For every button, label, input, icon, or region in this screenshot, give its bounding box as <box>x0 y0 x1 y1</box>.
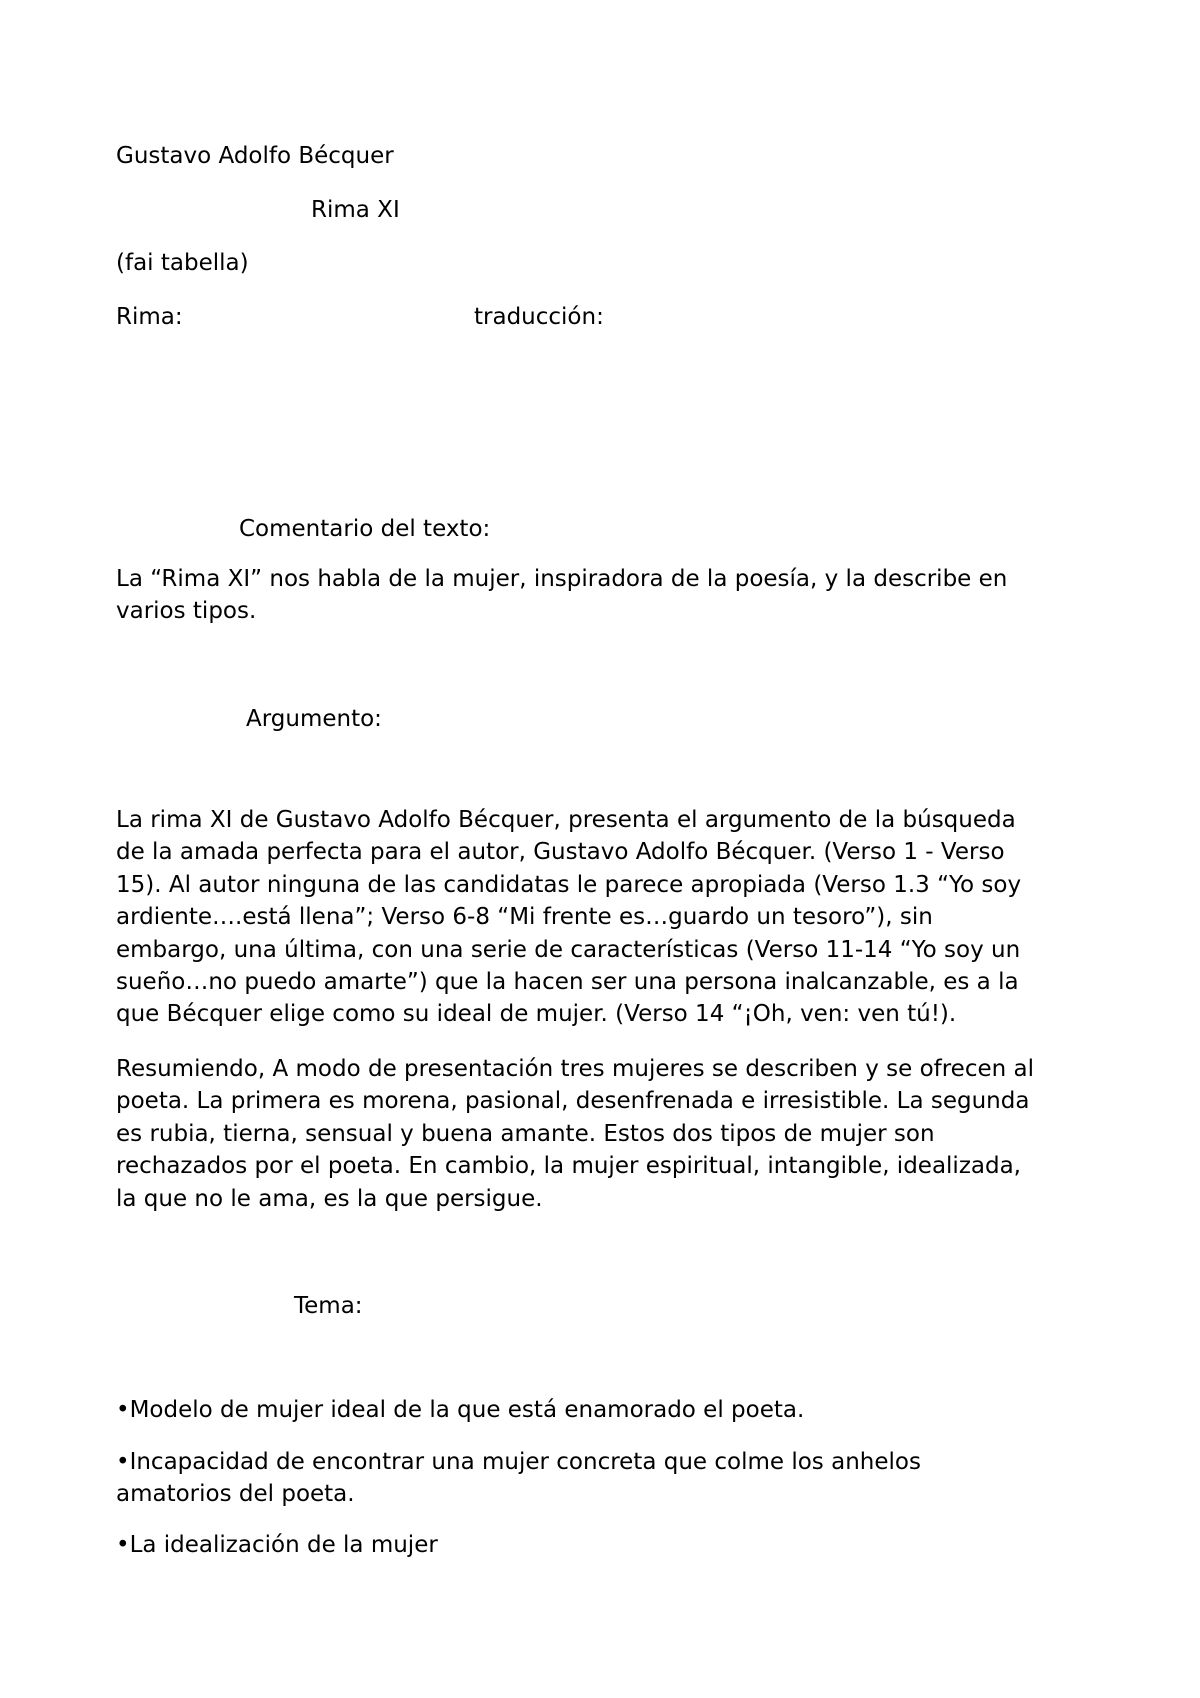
resumiendo-line: es rubia, tierna, sensual y buena amante. Estos dos tipos de mujer son <box>116 1120 935 1147</box>
resumiendo-paragraph <box>116 1053 1101 1215</box>
resumiendo-line: Resumiendo, A modo de presentación tres mujeres se describen y se ofrecen al <box>116 1056 1035 1082</box>
argumento-line: ardiente….está llena”; Verso 6-8 “Mi frente es…guardo un tesoro”), sin <box>116 904 933 931</box>
comentario-paragraph <box>116 563 1101 628</box>
author-name: Gustavo Adolfo Bécquer <box>116 143 394 169</box>
comentario-line: varios tipos. <box>116 598 257 625</box>
note-text: (fai tabella) <box>116 250 249 276</box>
comentario-heading: Comentario del texto: <box>239 516 491 542</box>
tema-bullet-3 <box>116 1529 1101 1561</box>
resumiendo-line: rechazados por el poeta. En cambio, la mujer espiritual, intangible, idealizada, <box>116 1153 1021 1180</box>
argumento-line: La rima XI de Gustavo Adolfo Bécquer, presenta el argumento de la búsqueda <box>116 807 1016 833</box>
tema-bullet-line: •Modelo de mujer ideal de la que está enamorado el poeta. <box>116 1397 805 1423</box>
traduccion-column-label: traducción: <box>474 304 604 330</box>
argumento-line: 15). Al autor ninguna de las candidatas le parece apropiada (Verso 1.3 “Yo soy <box>116 871 1022 898</box>
argumento-line: de la amada perfecta para el autor, Gustavo Adolfo Bécquer. (Verso 1 - Verso <box>116 839 1005 866</box>
tema-bullet-1 <box>116 1394 1101 1426</box>
comentario-line: La “Rima XI” nos habla de la mujer, inspiradora de la poesía, y la describe en <box>116 566 1008 592</box>
argumento-paragraph <box>116 804 1101 1031</box>
tema-heading: Tema: <box>294 1293 363 1319</box>
resumiendo-line: poeta. La primera es morena, pasional, desenfrenada e irresistible. La segunda <box>116 1088 1030 1115</box>
resumiendo-line: la que no le ama, es la que persigue. <box>116 1185 543 1212</box>
tema-bullet-line: •La idealización de la mujer <box>116 1532 438 1558</box>
argumento-line: sueño…no puedo amarte”) que la hacen ser una persona inalcanzable, es a la <box>116 969 1019 996</box>
argumento-heading: Argumento: <box>246 706 382 732</box>
argumento-line: embargo, una última, con una serie de características (Verso 11-14 “Yo soy un <box>116 936 1021 963</box>
argumento-line: que Bécquer elige como su ideal de mujer. (Verso 14 “¡Oh, ven: ven tú!). <box>116 1001 957 1028</box>
rima-column-label: Rima: <box>116 304 183 330</box>
tema-bullet-line: amatorios del poeta. <box>116 1481 355 1508</box>
tema-bullet-line: •Incapacidad de encontrar una mujer concreta que colme los anhelos <box>116 1449 921 1475</box>
tema-bullet-2 <box>116 1446 1101 1511</box>
poem-title: Rima XI <box>311 197 400 223</box>
